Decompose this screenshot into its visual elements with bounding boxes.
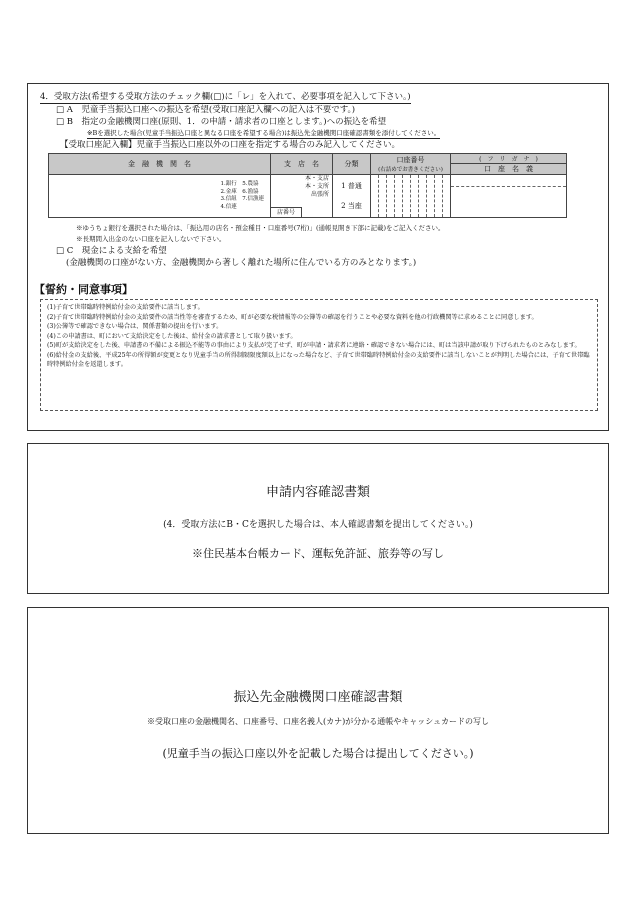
account-number-sublabel: (右詰めでお書きください) — [378, 167, 443, 173]
branch-number-field[interactable]: 店番号 — [271, 207, 302, 217]
option-c-note: (金融機関の口座がない方、金融機関から著しく離れた場所に住んでいる方のみとなります。) — [66, 258, 417, 268]
bank-name-header: 金 融 機 関 名 — [49, 154, 271, 175]
account-number-field[interactable] — [371, 175, 451, 218]
bank-type-list — [221, 175, 271, 218]
branch-name-header: 支 店 名 — [271, 154, 333, 175]
consent-item-1: (1)子育て世帯臨時特例給付金の支給要件に該当します。 — [47, 304, 204, 311]
account-holder-kana-field[interactable] — [451, 175, 566, 187]
bank-type-3[interactable]: 3.信組 7.信漁連 — [220, 196, 264, 202]
consent-item-4: (4)この申請書は、町において支給決定をした後は、給付金の請求書として取り扱います。 — [47, 332, 297, 340]
option-a-label: A 児童手当振込口座への振込を希望(受取口座記入欄への記入は不要です。) — [66, 105, 356, 115]
option-b-row — [56, 118, 386, 127]
consent-item-5: (5)町が支給決定をした後、申請書の不備による振込不能等の事由により支払が完了せず、町が申請・請求者に連絡・確認できない場合には、町は当該申請が取り下げられたものとみなします。 — [47, 342, 581, 349]
dormant-account-note: ※長期間入出金のない口座を記入しないで下さい。 — [76, 235, 226, 243]
bank-type-4[interactable]: 4.信連 — [220, 203, 237, 210]
consent-item-6: (6)給付金の支給後、平成25年の所得額が変更となり児童手当の所得制限限度額以上になった場合など、子育て世帯臨時特例給付金の支給要件に該当しないことが判明した場合には、子育て世帯臨時特例給付金を返還します。 — [47, 351, 590, 368]
id-docs-title: 申請内容確認書類 — [265, 485, 370, 500]
type-header: 分類 — [333, 154, 371, 175]
id-docs-examples: ※住民基本台帳カード、運転免許証、旅券等の写し — [191, 547, 444, 560]
account-holder-field[interactable] — [451, 175, 567, 218]
yucho-note: ※ゆうちょ銀行を選択された場合は、「振込用の店名・預金種目・口座番号(7桁)」(通帳見開き下部に記載)をご記入ください。 — [76, 224, 445, 232]
bank-docs-instruction: ※受取口座の金融機関名、口座番号、口座名義人(カナ)が分かる通帳やキャッシュカードの写し — [146, 717, 490, 726]
branch-type-3[interactable]: 出張所 — [310, 191, 329, 198]
account-heading: 【受取口座記入欄】児童手当振込口座以外の口座を指定する場合のみ記入してください。 — [60, 140, 401, 150]
consent-heading: 【誓約・同意事項】 — [34, 283, 133, 296]
account-type-cell — [333, 175, 371, 218]
option-a-row — [56, 106, 355, 115]
account-type-current[interactable]: 2 当座 — [341, 202, 362, 210]
branch-name-field[interactable] — [271, 175, 333, 218]
option-b-note: ※Bを選択した場合(児童手当振込口座と異なる口座を希望する場合)は振込先金融機関口座確認書類を添付してください。 — [87, 129, 441, 137]
bank-type-2[interactable]: 2.金庫 6.漁協 — [220, 188, 259, 195]
account-holder-header — [451, 154, 567, 175]
option-c-label: C 現金による支給を希望 — [66, 246, 167, 256]
account-number-header — [371, 154, 451, 175]
consent-item-3: (3)公簿等で確認できない場合は、関係書類の提出を行います。 — [47, 323, 223, 330]
account-holder-label: 口 座 名 義 — [451, 163, 566, 174]
option-b-label: B 指定の金融機関口座(原則、1．の申請・請求者の口座とします。)への振込を希望 — [66, 117, 387, 127]
account-number-label: 口座番号 — [396, 156, 425, 164]
consent-item-2: (2)子育て世帯臨時特例給付金の支給要件の該当性等を審査するため、町が必要な税情報等の公簿等の確認を行うことや必要な資料を他の行政機関等に求めることに同意します。 — [47, 313, 538, 321]
account-type-regular[interactable]: 1 普通 — [341, 182, 362, 190]
branch-type-1[interactable]: 本・支店 — [304, 175, 329, 182]
option-a-checkbox[interactable]: □ — [56, 105, 65, 115]
bank-name-field[interactable] — [49, 175, 221, 218]
bank-docs-condition: (児童手当の振込口座以外を記載した場合は提出してください。) — [162, 747, 474, 760]
bank-account-table — [48, 153, 567, 218]
id-docs-instruction: (4．受取方法にB・Cを選択した場合は、本人確認書類を提出してください。) — [163, 520, 473, 530]
option-b-checkbox[interactable]: □ — [56, 117, 65, 127]
option-c-row — [56, 247, 167, 256]
kana-label: ( フ リ ガ ナ ) — [479, 156, 538, 163]
branch-type-2[interactable]: 本・支所 — [304, 183, 329, 190]
option-c-checkbox[interactable]: □ — [56, 246, 65, 256]
bank-type-1[interactable]: 1.銀行 5.農協 — [220, 181, 259, 187]
bank-docs-title: 振込先金融機関口座確認書類 — [233, 690, 403, 705]
consent-box — [40, 299, 598, 411]
receipt-method-title: 4．受取方法(希望する受取方法のチェック欄(□)に「レ」を入れて、必要事項を記入して下さい。) — [40, 92, 411, 102]
